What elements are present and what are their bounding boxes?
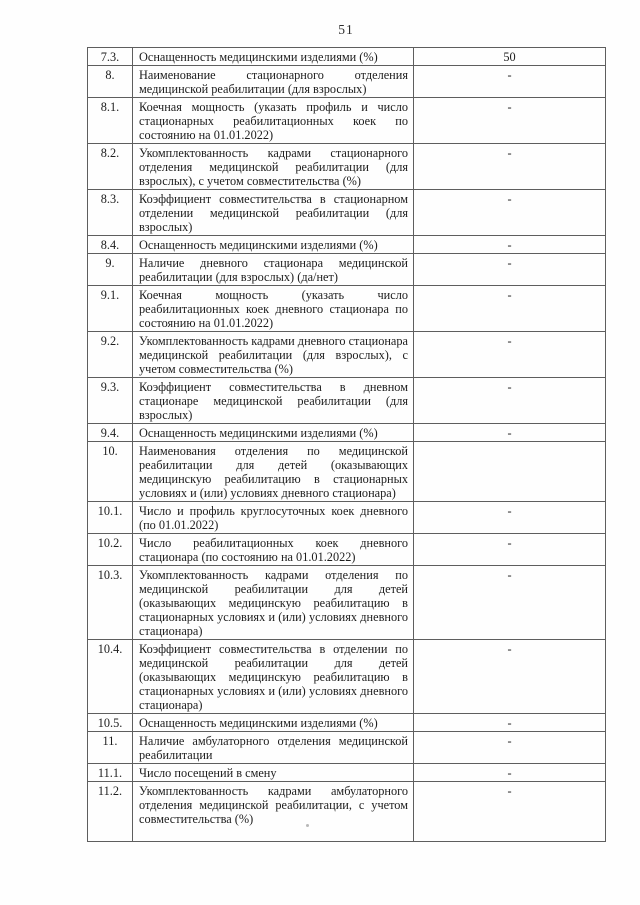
row-number-cell: 9. [88,254,133,286]
table-row [88,714,606,732]
row-value-cell: - [414,286,606,332]
row-number-cell: 9.4. [88,424,133,442]
row-number-cell: 10.5. [88,714,133,732]
row-value-cell: - [414,254,606,286]
row-number-cell: 8.4. [88,236,133,254]
row-number-cell: 9.2. [88,332,133,378]
row-value-cell: - [414,66,606,98]
row-indicator-cell: Оснащенность медицинскими изделиями (%) [133,48,414,66]
table-row [88,502,606,534]
row-indicator-cell: Укомплектованность кадрами амбулаторного отделения медицинской реабилитации, с учетом совместительства (%) [133,782,414,842]
table-row [88,66,606,98]
row-value-cell: - [414,236,606,254]
row-number-cell: 9.1. [88,286,133,332]
row-number-cell: 11. [88,732,133,764]
row-number-cell: 11.2. [88,782,133,842]
row-number-cell: 9.3. [88,378,133,424]
table-row [88,640,606,714]
table-row [88,236,606,254]
table-row [88,378,606,424]
row-indicator-cell: Коечная мощность (указать профиль и число стационарных реабилитационных коек по состоянию на 01.01.2022) [133,98,414,144]
row-indicator-cell: Оснащенность медицинскими изделиями (%) [133,236,414,254]
row-value-cell: - [414,378,606,424]
row-indicator-cell: Наименование стационарного отделения медицинской реабилитации (для взрослых) [133,66,414,98]
row-value-cell: - [414,640,606,714]
row-indicator-cell: Оснащенность медицинскими изделиями (%) [133,424,414,442]
row-value-cell: - [414,534,606,566]
row-number-cell: 7.3. [88,48,133,66]
row-value-cell [414,442,606,502]
row-indicator-cell: Число посещений в смену [133,764,414,782]
rehab-indicators-table [87,47,606,842]
table-row [88,764,606,782]
row-number-cell: 8.3. [88,190,133,236]
table-row [88,332,606,378]
row-value-cell: - [414,764,606,782]
table-row [88,782,606,842]
row-number-cell: 10.2. [88,534,133,566]
table-row [88,144,606,190]
row-indicator-cell: Коэффициент совместительства в отделении по медицинской реабилитации для детей (оказывающих медицинскую реабилитацию в стационарных условиях и (или) условиях дневного стационара) [133,640,414,714]
row-indicator-cell: Наименования отделения по медицинской реабилитации для детей (оказывающих медицинскую реабилитацию в стационарных условиях и (или) условиях дневного стационара) [133,442,414,502]
row-value-cell: - [414,424,606,442]
scan-artifact-dot [306,824,309,827]
table-row [88,286,606,332]
row-number-cell: 8. [88,66,133,98]
row-number-cell: 8.2. [88,144,133,190]
row-indicator-cell: Коэффициент совместительства в дневном стационаре медицинской реабилитации (для взрослых) [133,378,414,424]
row-indicator-cell: Коэффициент совместительства в стационарном отделении медицинской реабилитации (для взрослых) [133,190,414,236]
row-value-cell: - [414,144,606,190]
row-number-cell: 8.1. [88,98,133,144]
row-indicator-cell: Число и профиль круглосуточных коек дневного (по 01.01.2022) [133,502,414,534]
table-row [88,98,606,144]
row-value-cell: - [414,714,606,732]
row-value-cell: - [414,190,606,236]
table-row [88,48,606,66]
table-row [88,254,606,286]
row-indicator-cell: Наличие амбулаторного отделения медицинской реабилитации [133,732,414,764]
row-value-cell: - [414,502,606,534]
row-number-cell: 10. [88,442,133,502]
row-number-cell: 10.1. [88,502,133,534]
table-row [88,424,606,442]
table-row [88,534,606,566]
row-indicator-cell: Коечная мощность (указать число реабилитационных коек дневного стационара по состоянию на 01.01.2022) [133,286,414,332]
row-indicator-cell: Число реабилитационных коек дневного стационара (по состоянию на 01.01.2022) [133,534,414,566]
table-row [88,190,606,236]
row-value-cell: - [414,732,606,764]
table-row [88,442,606,502]
row-value-cell: - [414,566,606,640]
row-value-cell: 50 [414,48,606,66]
row-value-cell: - [414,782,606,842]
row-value-cell: - [414,332,606,378]
row-indicator-cell: Наличие дневного стационара медицинской реабилитации (для взрослых) (да/нет) [133,254,414,286]
row-indicator-cell: Оснащенность медицинскими изделиями (%) [133,714,414,732]
row-number-cell: 11.1. [88,764,133,782]
page-number: 51 [338,22,354,37]
row-indicator-cell: Укомплектованность кадрами отделения по медицинской реабилитации для детей (оказывающих медицинскую реабилитацию в стационарных условиях и (или) условиях дневного стационара) [133,566,414,640]
row-indicator-cell: Укомплектованность кадрами стационарного отделения медицинской реабилитации (для взрослых), с учетом совместительства (%) [133,144,414,190]
row-number-cell: 10.4. [88,640,133,714]
rehab-table-body [88,48,606,842]
row-number-cell: 10.3. [88,566,133,640]
table-row [88,566,606,640]
row-value-cell: - [414,98,606,144]
table-row [88,732,606,764]
row-indicator-cell: Укомплектованность кадрами дневного стационара медицинской реабилитации (для взрослых), с учетом совместительства (%) [133,332,414,378]
